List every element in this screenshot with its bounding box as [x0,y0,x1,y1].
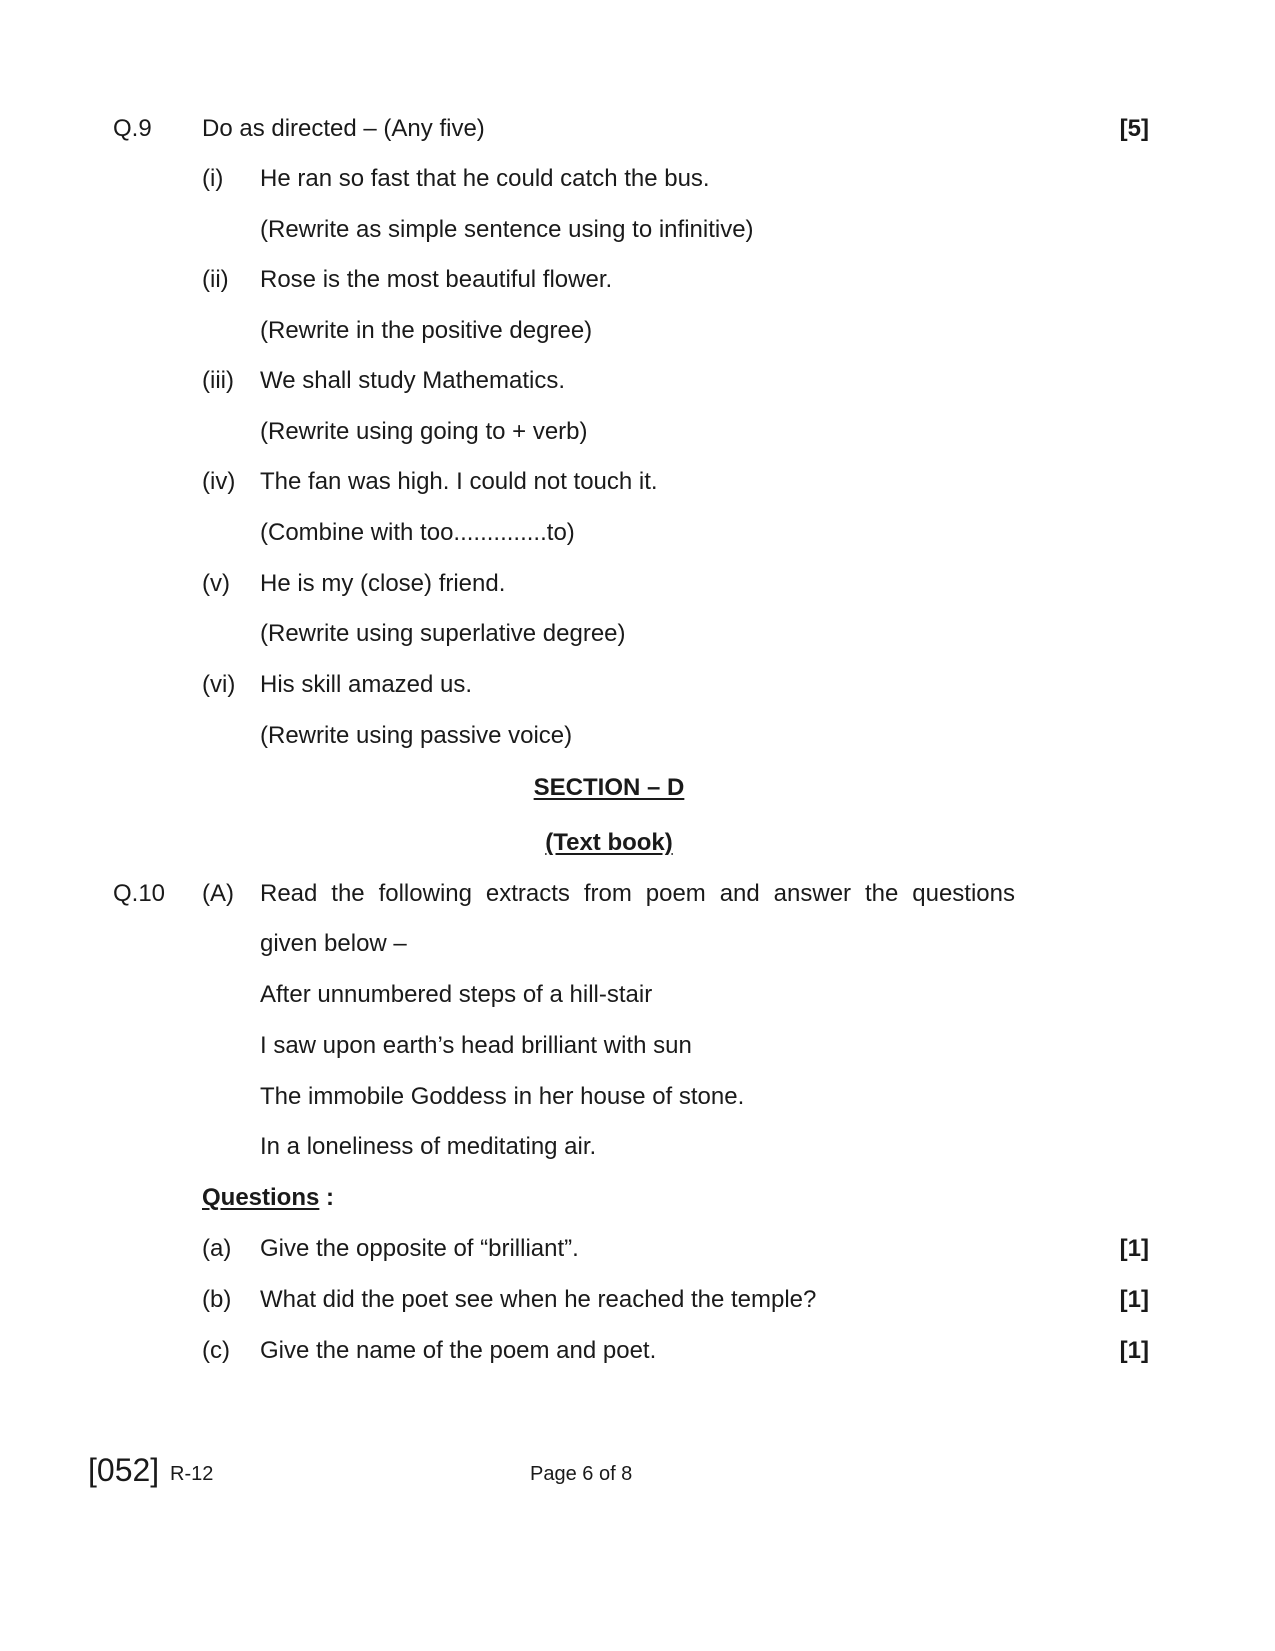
sub-question-text: Give the opposite of “brilliant”. [260,1235,579,1262]
item-sentence: He is my (close) friend. [260,570,506,597]
question-instruction: Do as directed – (Any five) [202,115,485,142]
item-label: (v) [202,570,230,597]
item-sentence: The fan was high. I could not touch it. [260,468,658,495]
item-sentence: Rose is the most beautiful flower. [260,266,613,293]
item-direction: (Rewrite using passive voice) [260,722,573,749]
item-label: (ii) [202,266,229,293]
item-sentence: We shall study Mathematics. [260,367,566,394]
sub-question-marks: [1] [1119,1337,1149,1364]
item-direction: (Rewrite using superlative degree) [260,620,626,647]
poem-line: I saw upon earth’s head brilliant with sun [260,1032,692,1059]
question-instruction-continued: given below – [260,930,407,957]
questions-heading [202,1186,334,1210]
page-number: Page 6 of 8 [530,1463,633,1485]
item-sentence: His skill amazed us. [260,671,473,698]
sub-question-label: (c) [202,1337,230,1364]
item-label: (iii) [202,367,234,394]
item-direction: (Rewrite as simple sentence using to infinitive) [260,216,754,243]
poem-line: In a loneliness of meditating air. [260,1133,597,1160]
questions-heading-text: Questions [202,1184,320,1211]
item-direction: (Rewrite using going to + verb) [260,418,588,445]
question-marks: [5] [1119,115,1149,142]
section-subtitle: (Text book) [545,829,673,856]
item-sentence: He ran so fast that he could catch the bus. [260,165,710,192]
item-direction: (Combine with too..............to) [260,519,575,546]
sub-question-marks: [1] [1119,1235,1149,1262]
questions-heading-colon: : [319,1184,335,1211]
sub-question-text: What did the poet see when he reached the temple? [260,1286,817,1313]
item-label: (vi) [202,671,236,698]
question-part: (A) [202,880,234,907]
question-number: Q.10 [113,880,166,907]
sub-question-label: (b) [202,1286,232,1313]
sub-question-marks: [1] [1119,1286,1149,1313]
section-title: SECTION – D [533,774,685,801]
question-number: Q.9 [113,115,152,142]
item-label: (iv) [202,468,236,495]
poem-line: The immobile Goddess in her house of stone. [260,1083,745,1110]
item-direction: (Rewrite in the positive degree) [260,317,593,344]
paper-code: [052] [88,1452,160,1488]
poem-line: After unnumbered steps of a hill-stair [260,981,653,1008]
revision-code: R-12 [170,1463,214,1485]
sub-question-label: (a) [202,1235,232,1262]
item-label: (i) [202,165,224,192]
question-instruction: Read the following extracts from poem and answer the questions [260,880,1015,907]
sub-question-text: Give the name of the poem and poet. [260,1337,657,1364]
